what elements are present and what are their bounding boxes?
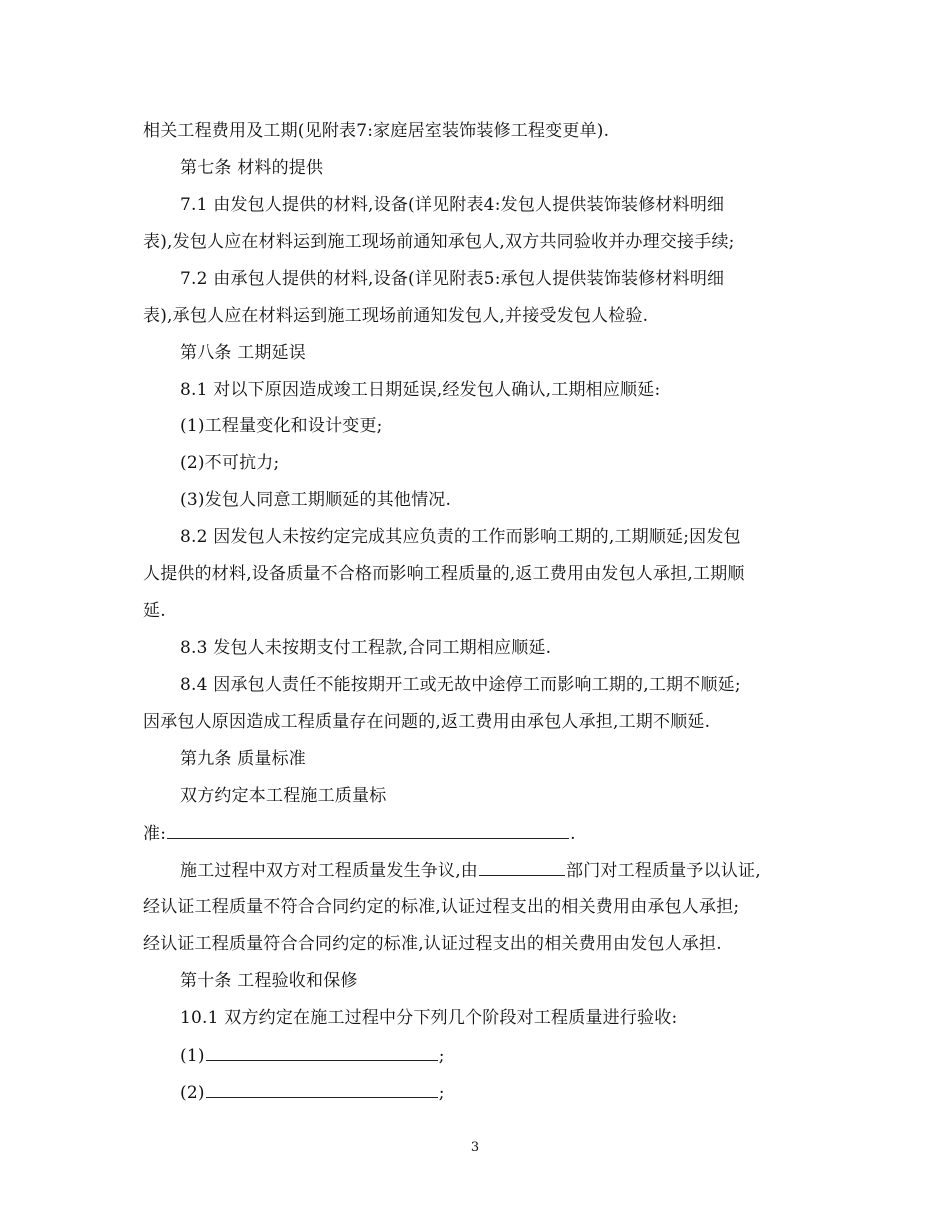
- line-suffix: ;: [438, 1083, 445, 1103]
- text-line: 双方约定本工程施工质量标: [180, 786, 387, 806]
- text-line: 7.2 由承包人提供的材料,设备(详见附表5:承包人提供装饰装修材料明细: [180, 269, 725, 289]
- section-heading: 第十条 工程验收和保修: [180, 971, 358, 991]
- text-line: 因承包人原因造成工程质量存在问题的,返工费用由承包人承担,工期不顺延.: [143, 712, 711, 732]
- text-line: 相关工程费用及工期(见附表7:家庭居室装饰装修工程变更单).: [143, 121, 610, 141]
- fill-in-blank: [206, 1044, 438, 1061]
- text-line: (3)发包人同意工期顺延的其他情况.: [180, 490, 452, 510]
- text-line: 表),发包人应在材料运到施工现场前通知承包人,双方共同验收并办理交接手续;: [143, 232, 735, 252]
- section-heading: 第七条 材料的提供: [180, 158, 324, 178]
- text-line: 人提供的材料,设备质量不合格而影响工程质量的,返工费用由发包人承担,工期顺: [143, 564, 745, 584]
- text-line: 8.4 因承包人责任不能按期开工或无故中途停工而影响工期的,工期不顺延;: [180, 675, 741, 695]
- section-heading: 第八条 工期延误: [180, 343, 307, 363]
- text-line: 8.3 发包人未按期支付工程款,合同工期相应顺延.: [180, 638, 552, 658]
- fill-in-blank: [167, 822, 569, 839]
- line-prefix: 准:: [143, 824, 167, 844]
- text-line: 延.: [143, 601, 166, 621]
- text-line: 10.1 双方约定在施工过程中分下列几个阶段对工程质量进行验收:: [180, 1008, 678, 1028]
- line-prefix: (2): [180, 1083, 205, 1103]
- text-line: 8.2 因发包人未按约定完成其应负责的工作而影响工期的,工期顺延;因发包: [180, 527, 741, 547]
- text-line: (2)不可抗力;: [180, 453, 280, 473]
- line-suffix: .: [570, 824, 576, 844]
- fill-in-blank: [479, 859, 565, 876]
- text-line: 7.1 由发包人提供的材料,设备(详见附表4:发包人提供装饰装修材料明细: [180, 195, 725, 215]
- section-heading: 第九条 质量标准: [180, 749, 307, 769]
- text-line: 经认证工程质量符合合同约定的标准,认证过程支出的相关费用由发包人承担.: [143, 934, 722, 954]
- line-prefix: (1): [180, 1046, 205, 1066]
- text-line: 经认证工程质量不符合合同约定的标准,认证过程支出的相关费用由承包人承担;: [143, 897, 740, 917]
- text-line: (1)工程量变化和设计变更;: [180, 416, 383, 436]
- line-prefix: 施工过程中双方对工程质量发生争议,由: [180, 861, 479, 881]
- text-line-with-blank: [180, 859, 761, 882]
- text-line: 8.1 对以下原因造成竣工日期延误,经发包人确认,工期相应顺延:: [180, 380, 661, 400]
- text-line: 表),承包人应在材料运到施工现场前通知发包人,并接受发包人检验.: [143, 306, 649, 326]
- text-line-with-blank: [180, 1044, 445, 1067]
- line-suffix: 部门对工程质量予以认证,: [566, 861, 761, 881]
- page-number: 3: [470, 1140, 480, 1155]
- line-suffix: ;: [438, 1046, 445, 1066]
- text-line-with-blank: [180, 1081, 445, 1104]
- text-line-with-blank: [143, 822, 576, 845]
- fill-in-blank: [206, 1081, 438, 1098]
